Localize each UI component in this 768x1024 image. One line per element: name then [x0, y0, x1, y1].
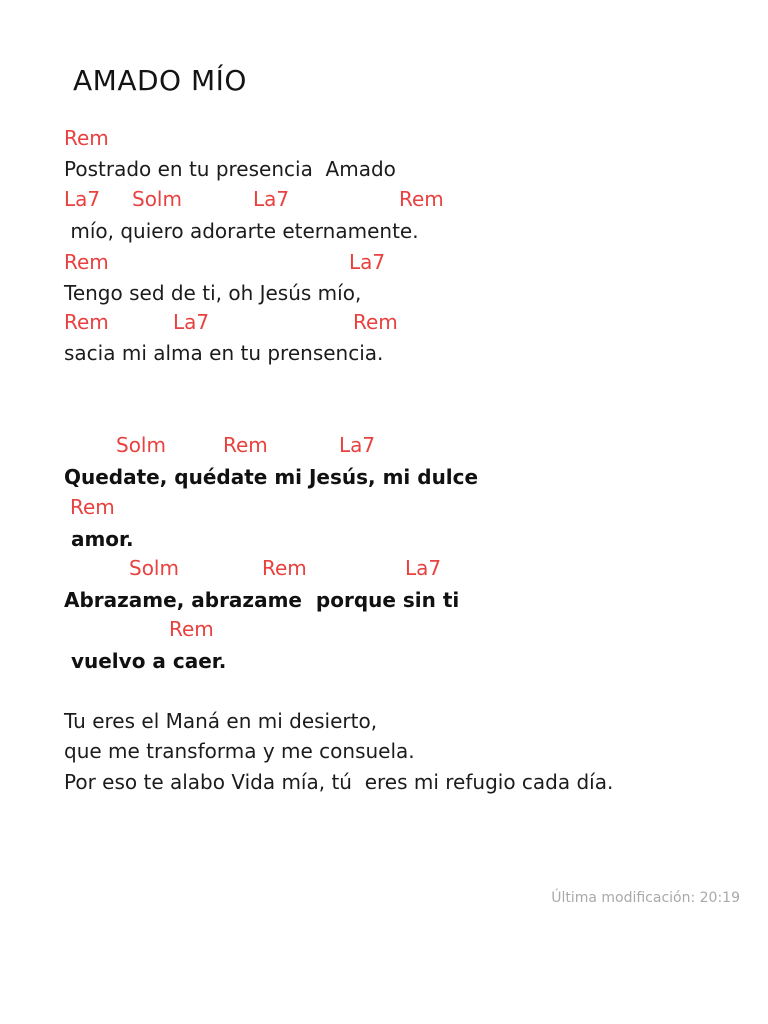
chord-line	[0, 619, 768, 653]
chord: La7	[405, 556, 442, 580]
chord: Rem	[64, 126, 109, 150]
chord: La7	[173, 310, 210, 334]
chord-line	[0, 497, 768, 531]
lyric-line	[0, 343, 768, 377]
lyric-text: Tengo sed de ti, oh Jesús mío,	[64, 281, 362, 305]
chord: Rem	[70, 495, 115, 519]
chorus-lyric-text: amor.	[64, 527, 134, 551]
lyric-text: que me transforma y me consuela.	[64, 739, 415, 763]
chord: Solm	[129, 556, 179, 580]
chord: La7	[64, 187, 101, 211]
lyric-line	[0, 772, 768, 806]
chord-line	[0, 558, 768, 592]
lyric-text: Tu eres el Maná en mi desierto,	[64, 709, 378, 733]
chord: Rem	[64, 250, 109, 274]
chord: Rem	[353, 310, 398, 334]
chorus-lyric-text: Abrazame, abrazame porque sin ti	[64, 588, 460, 612]
song-title: AMADO MÍO	[73, 64, 247, 97]
lyric-line	[0, 467, 768, 501]
lyric-line	[0, 651, 768, 685]
chorus-lyric-text: vuelvo a caer.	[64, 649, 227, 673]
lyric-text: sacia mi alma en tu prensencia.	[64, 341, 384, 365]
chord: Rem	[223, 433, 268, 457]
last-modified-text: Última modificación: 20:19	[551, 890, 740, 906]
chord-line	[0, 189, 768, 223]
chord: Rem	[64, 310, 109, 334]
chord: Solm	[132, 187, 182, 211]
chord: La7	[253, 187, 290, 211]
lyric-text: Postrado en tu presencia Amado	[64, 157, 396, 181]
chord: Rem	[262, 556, 307, 580]
chord: Solm	[116, 433, 166, 457]
lyric-text: Por eso te alabo Vida mía, tú eres mi refugio cada día.	[64, 770, 614, 794]
chord-line	[0, 435, 768, 469]
chord: La7	[339, 433, 376, 457]
chord: La7	[349, 250, 386, 274]
lyric-text: mío, quiero adorarte eternamente.	[64, 219, 419, 243]
chorus-lyric-text: Quedate, quédate mi Jesús, mi dulce	[64, 465, 479, 489]
lyric-line	[0, 159, 768, 193]
chord: Rem	[399, 187, 444, 211]
chord: Rem	[169, 617, 214, 641]
